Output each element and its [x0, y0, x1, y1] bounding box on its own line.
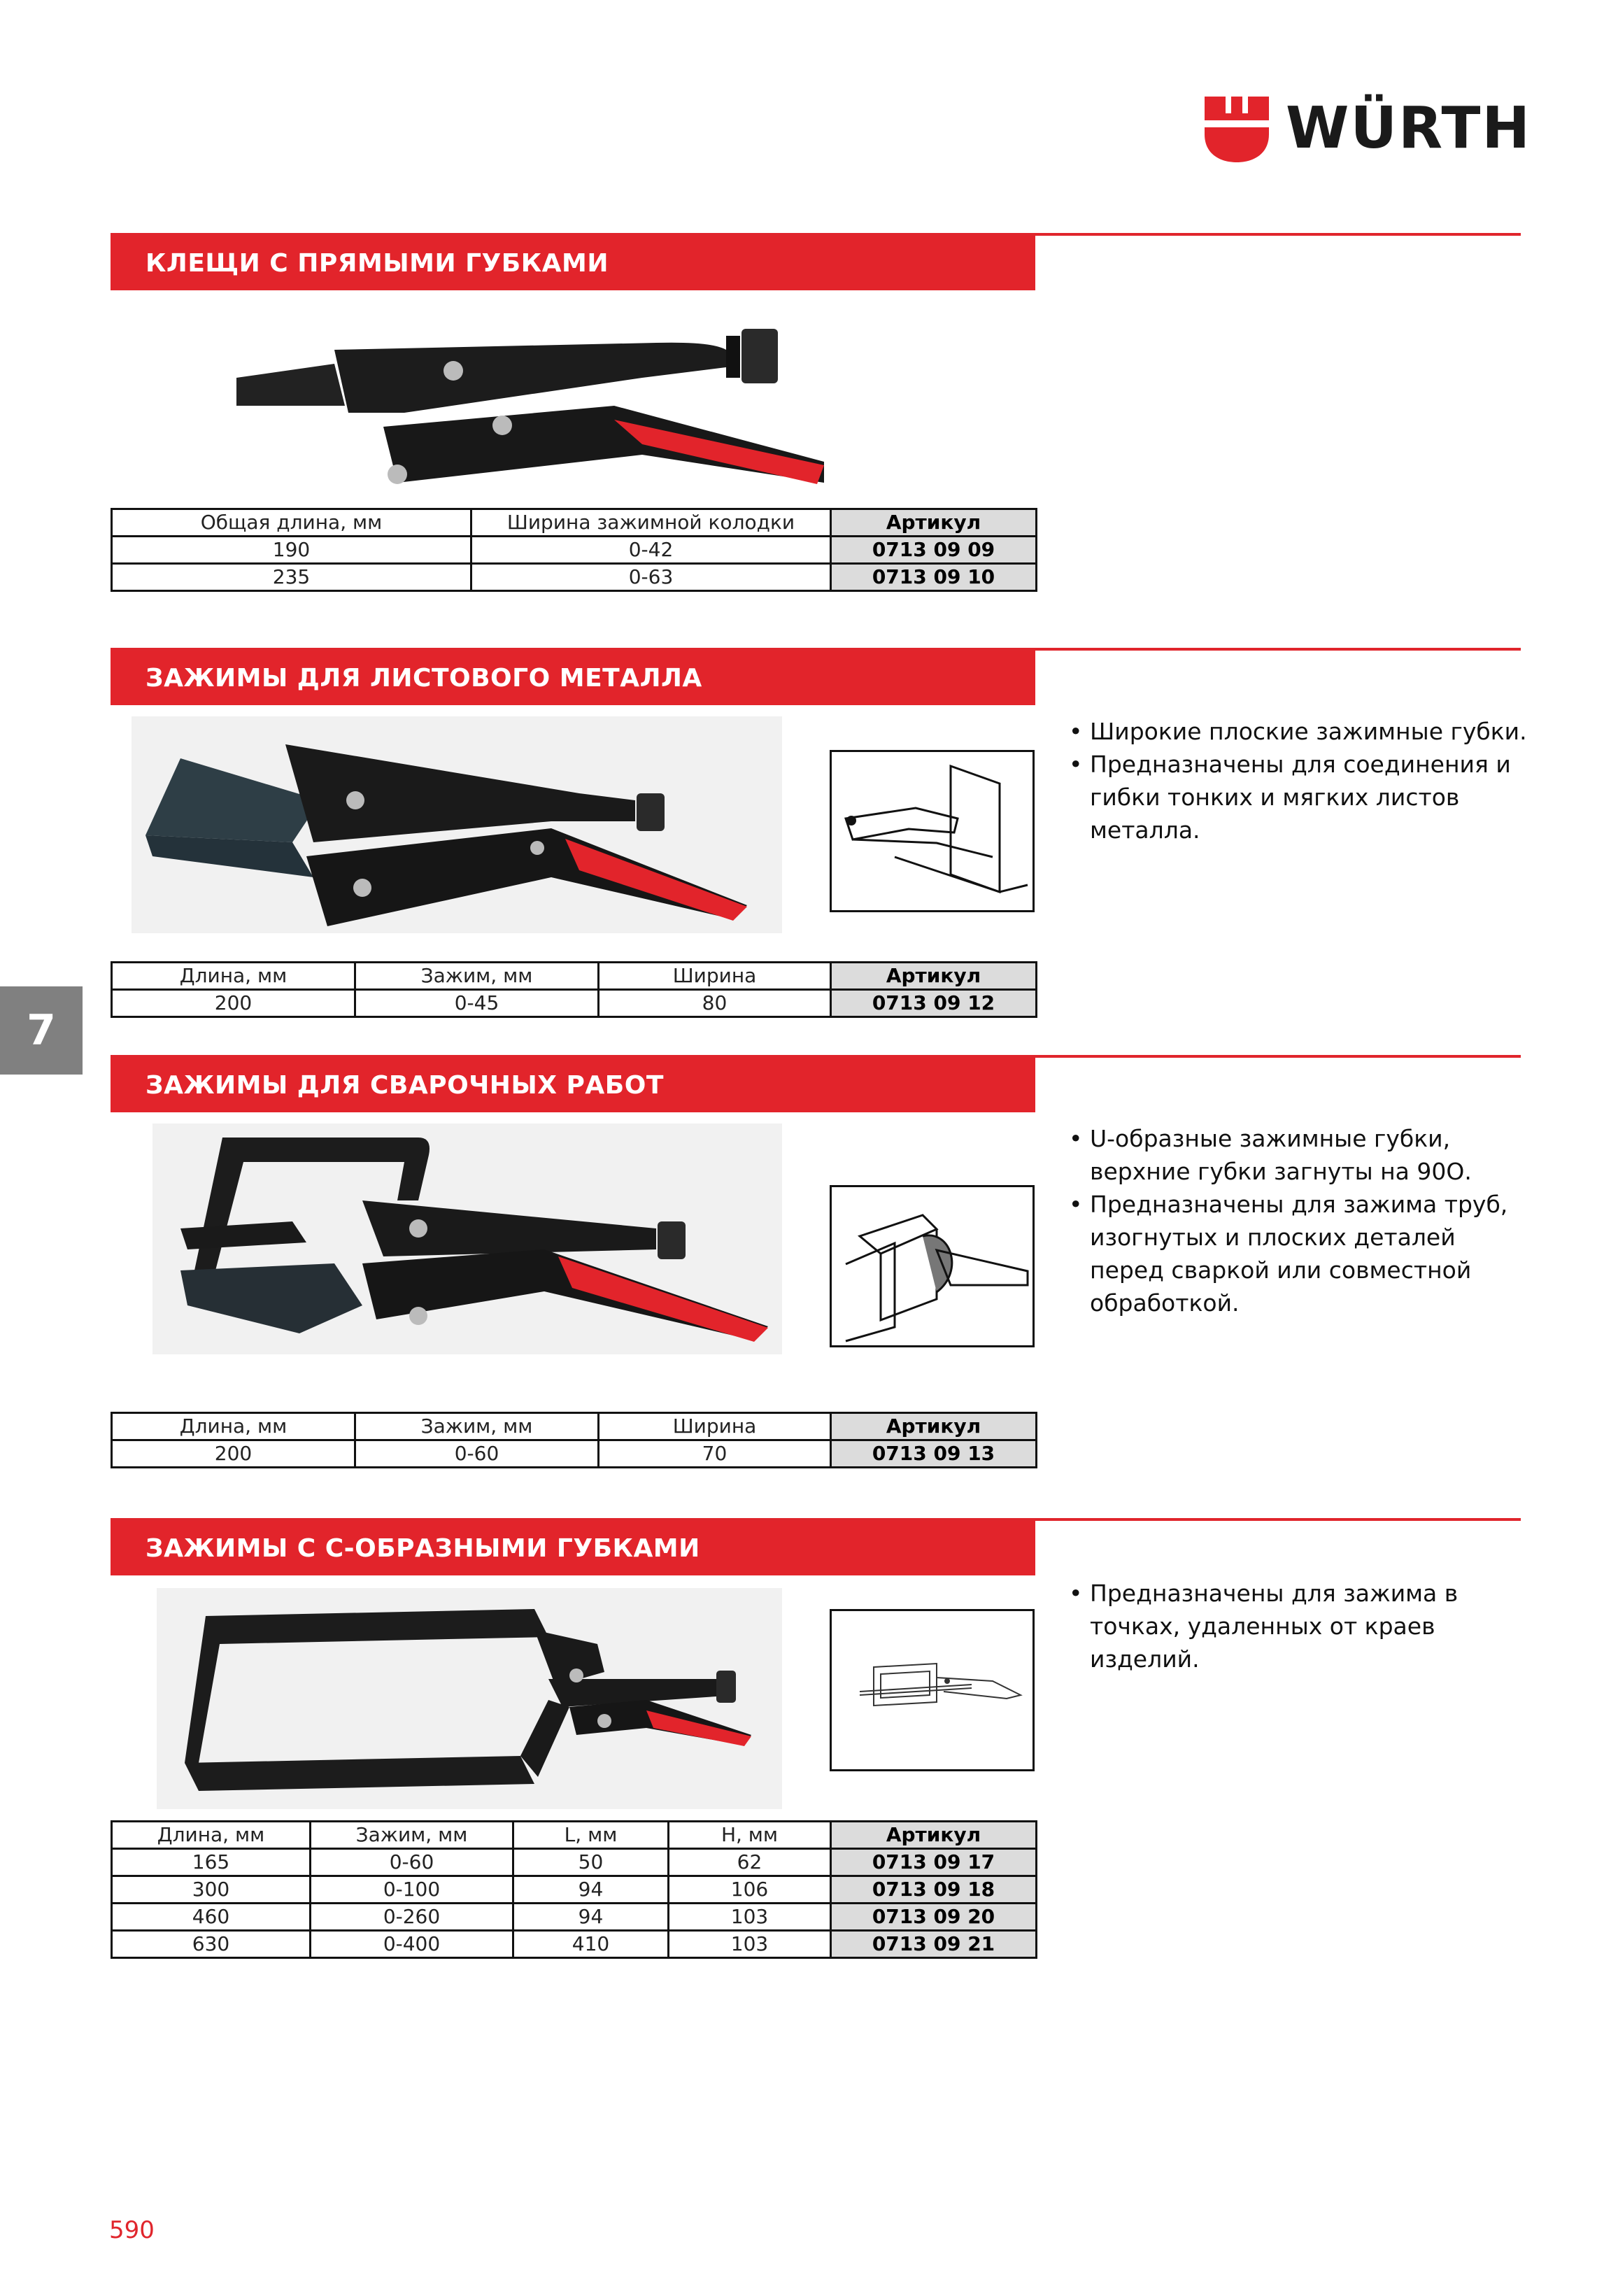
table-cell: 0-100	[311, 1876, 513, 1904]
table-cell: 0-260	[311, 1904, 513, 1931]
usage-diagram-c-clamp	[830, 1609, 1035, 1771]
table-cell: 0-60	[311, 1849, 513, 1876]
table-cell: 630	[112, 1931, 311, 1958]
article-number: 0713 09 18	[831, 1876, 1037, 1904]
table-row	[112, 1931, 1037, 1958]
table-row	[112, 1849, 1037, 1876]
locking-pliers-straight-icon	[222, 301, 852, 504]
table-cell: 0-42	[471, 537, 831, 564]
table-header: Длина, мм	[112, 963, 355, 990]
table-cell: 94	[513, 1876, 669, 1904]
feature-list	[1069, 1577, 1531, 1675]
feature-item: • Предназначены для соединения и гибки тонких и мягких листов металла.	[1069, 748, 1531, 846]
feature-list	[1069, 715, 1531, 846]
table-cell: 200	[112, 990, 355, 1017]
spec-table-welding	[111, 1412, 1037, 1468]
article-number: 0713 09 17	[831, 1849, 1037, 1876]
table-header: Ширина	[599, 963, 831, 990]
usage-diagram-welding	[830, 1185, 1035, 1347]
article-number: 0713 09 09	[831, 537, 1037, 564]
table-cell: 0-400	[311, 1931, 513, 1958]
product-photo-straight-jaw-pliers	[222, 301, 852, 504]
spec-table-sheet-metal	[111, 961, 1037, 1018]
table-header: Артикул	[831, 963, 1037, 990]
brand-name: WÜRTH	[1286, 95, 1532, 162]
table-cell: 62	[669, 1849, 831, 1876]
table-header-row	[112, 509, 1037, 537]
feature-list	[1069, 1122, 1531, 1319]
table-cell: 0-60	[355, 1440, 599, 1468]
table-header: Зажим, мм	[311, 1822, 513, 1849]
table-row	[112, 564, 1037, 591]
article-number: 0713 09 20	[831, 1904, 1037, 1931]
table-cell: 190	[112, 537, 471, 564]
welding-clamp-icon	[152, 1124, 782, 1354]
table-cell: 103	[669, 1904, 831, 1931]
c-clamp-diagram-icon	[832, 1611, 1032, 1769]
feature-item: • Предназначены для зажима труб, изогнутых и плоских деталей перед сваркой или совместной обработкой.	[1069, 1188, 1531, 1319]
wurth-logo-icon	[1202, 94, 1272, 164]
table-header: Артикул	[831, 1413, 1037, 1440]
product-photo-c-clamp	[157, 1588, 782, 1809]
table-header: Артикул	[831, 1822, 1037, 1849]
table-cell: 165	[112, 1849, 311, 1876]
section-4-header	[111, 1521, 1035, 1575]
wurth-logo	[1202, 94, 1532, 164]
table-header: Длина, мм	[112, 1413, 355, 1440]
table-cell: 103	[669, 1931, 831, 1958]
feature-item: • U-образные зажимные губки, верхние губки загнуты на 90О.	[1069, 1122, 1531, 1188]
table-cell: 94	[513, 1904, 669, 1931]
table-header: Длина, мм	[112, 1822, 311, 1849]
welding-diagram-icon	[832, 1187, 1032, 1345]
usage-diagram-sheet-metal	[830, 750, 1035, 912]
feature-item: • Широкие плоские зажимные губки.	[1069, 715, 1531, 748]
table-header: Артикул	[831, 509, 1037, 537]
product-photo-welding-clamp	[152, 1124, 782, 1354]
table-cell: 200	[112, 1440, 355, 1468]
feature-item: • Предназначены для зажима в точках, удаленных от краев изделий.	[1069, 1577, 1531, 1675]
article-number: 0713 09 21	[831, 1931, 1037, 1958]
table-cell: 410	[513, 1931, 669, 1958]
table-header-row	[112, 963, 1037, 990]
table-cell: 80	[599, 990, 831, 1017]
table-header: H, мм	[669, 1822, 831, 1849]
table-row	[112, 990, 1037, 1017]
table-header-row	[112, 1413, 1037, 1440]
section-3-header	[111, 1058, 1035, 1112]
table-header: Зажим, мм	[355, 1413, 599, 1440]
product-photo-sheet-metal-clamp	[132, 716, 782, 933]
table-header-row	[112, 1822, 1037, 1849]
sheet-metal-diagram-icon	[832, 752, 1032, 910]
section-2-header	[111, 651, 1035, 705]
spec-table-c-clamp	[111, 1820, 1037, 1959]
article-number: 0713 09 13	[831, 1440, 1037, 1468]
section-title: ЗАЖИМЫ С С-ОБРАЗНЫМИ ГУБКАМИ	[146, 1534, 700, 1563]
table-cell: 50	[513, 1849, 669, 1876]
table-header: Зажим, мм	[355, 963, 599, 990]
table-cell: 106	[669, 1876, 831, 1904]
table-cell: 235	[112, 564, 471, 591]
table-cell: 0-63	[471, 564, 831, 591]
spec-table-straight-jaw	[111, 508, 1037, 592]
table-header: Ширина	[599, 1413, 831, 1440]
section-title: ЗАЖИМЫ ДЛЯ СВАРОЧНЫХ РАБОТ	[146, 1071, 664, 1100]
table-row	[112, 1876, 1037, 1904]
chapter-tab: 7	[0, 986, 83, 1075]
section-1-header	[111, 236, 1035, 290]
table-row	[112, 537, 1037, 564]
table-row	[112, 1440, 1037, 1468]
table-header: Ширина зажимной колодки	[471, 509, 831, 537]
table-header: Общая длина, мм	[112, 509, 471, 537]
sheet-metal-clamp-icon	[132, 716, 782, 933]
article-number: 0713 09 12	[831, 990, 1037, 1017]
table-cell: 70	[599, 1440, 831, 1468]
section-title: ЗАЖИМЫ ДЛЯ ЛИСТОВОГО МЕТАЛЛА	[146, 664, 702, 693]
table-cell: 0-45	[355, 990, 599, 1017]
table-cell: 300	[112, 1876, 311, 1904]
table-header: L, мм	[513, 1822, 669, 1849]
section-title: КЛЕЩИ С ПРЯМЫМИ ГУБКАМИ	[146, 249, 609, 278]
table-cell: 460	[112, 1904, 311, 1931]
article-number: 0713 09 10	[831, 564, 1037, 591]
page-number: 590	[109, 2216, 155, 2244]
table-row	[112, 1904, 1037, 1931]
c-clamp-icon	[157, 1588, 782, 1809]
